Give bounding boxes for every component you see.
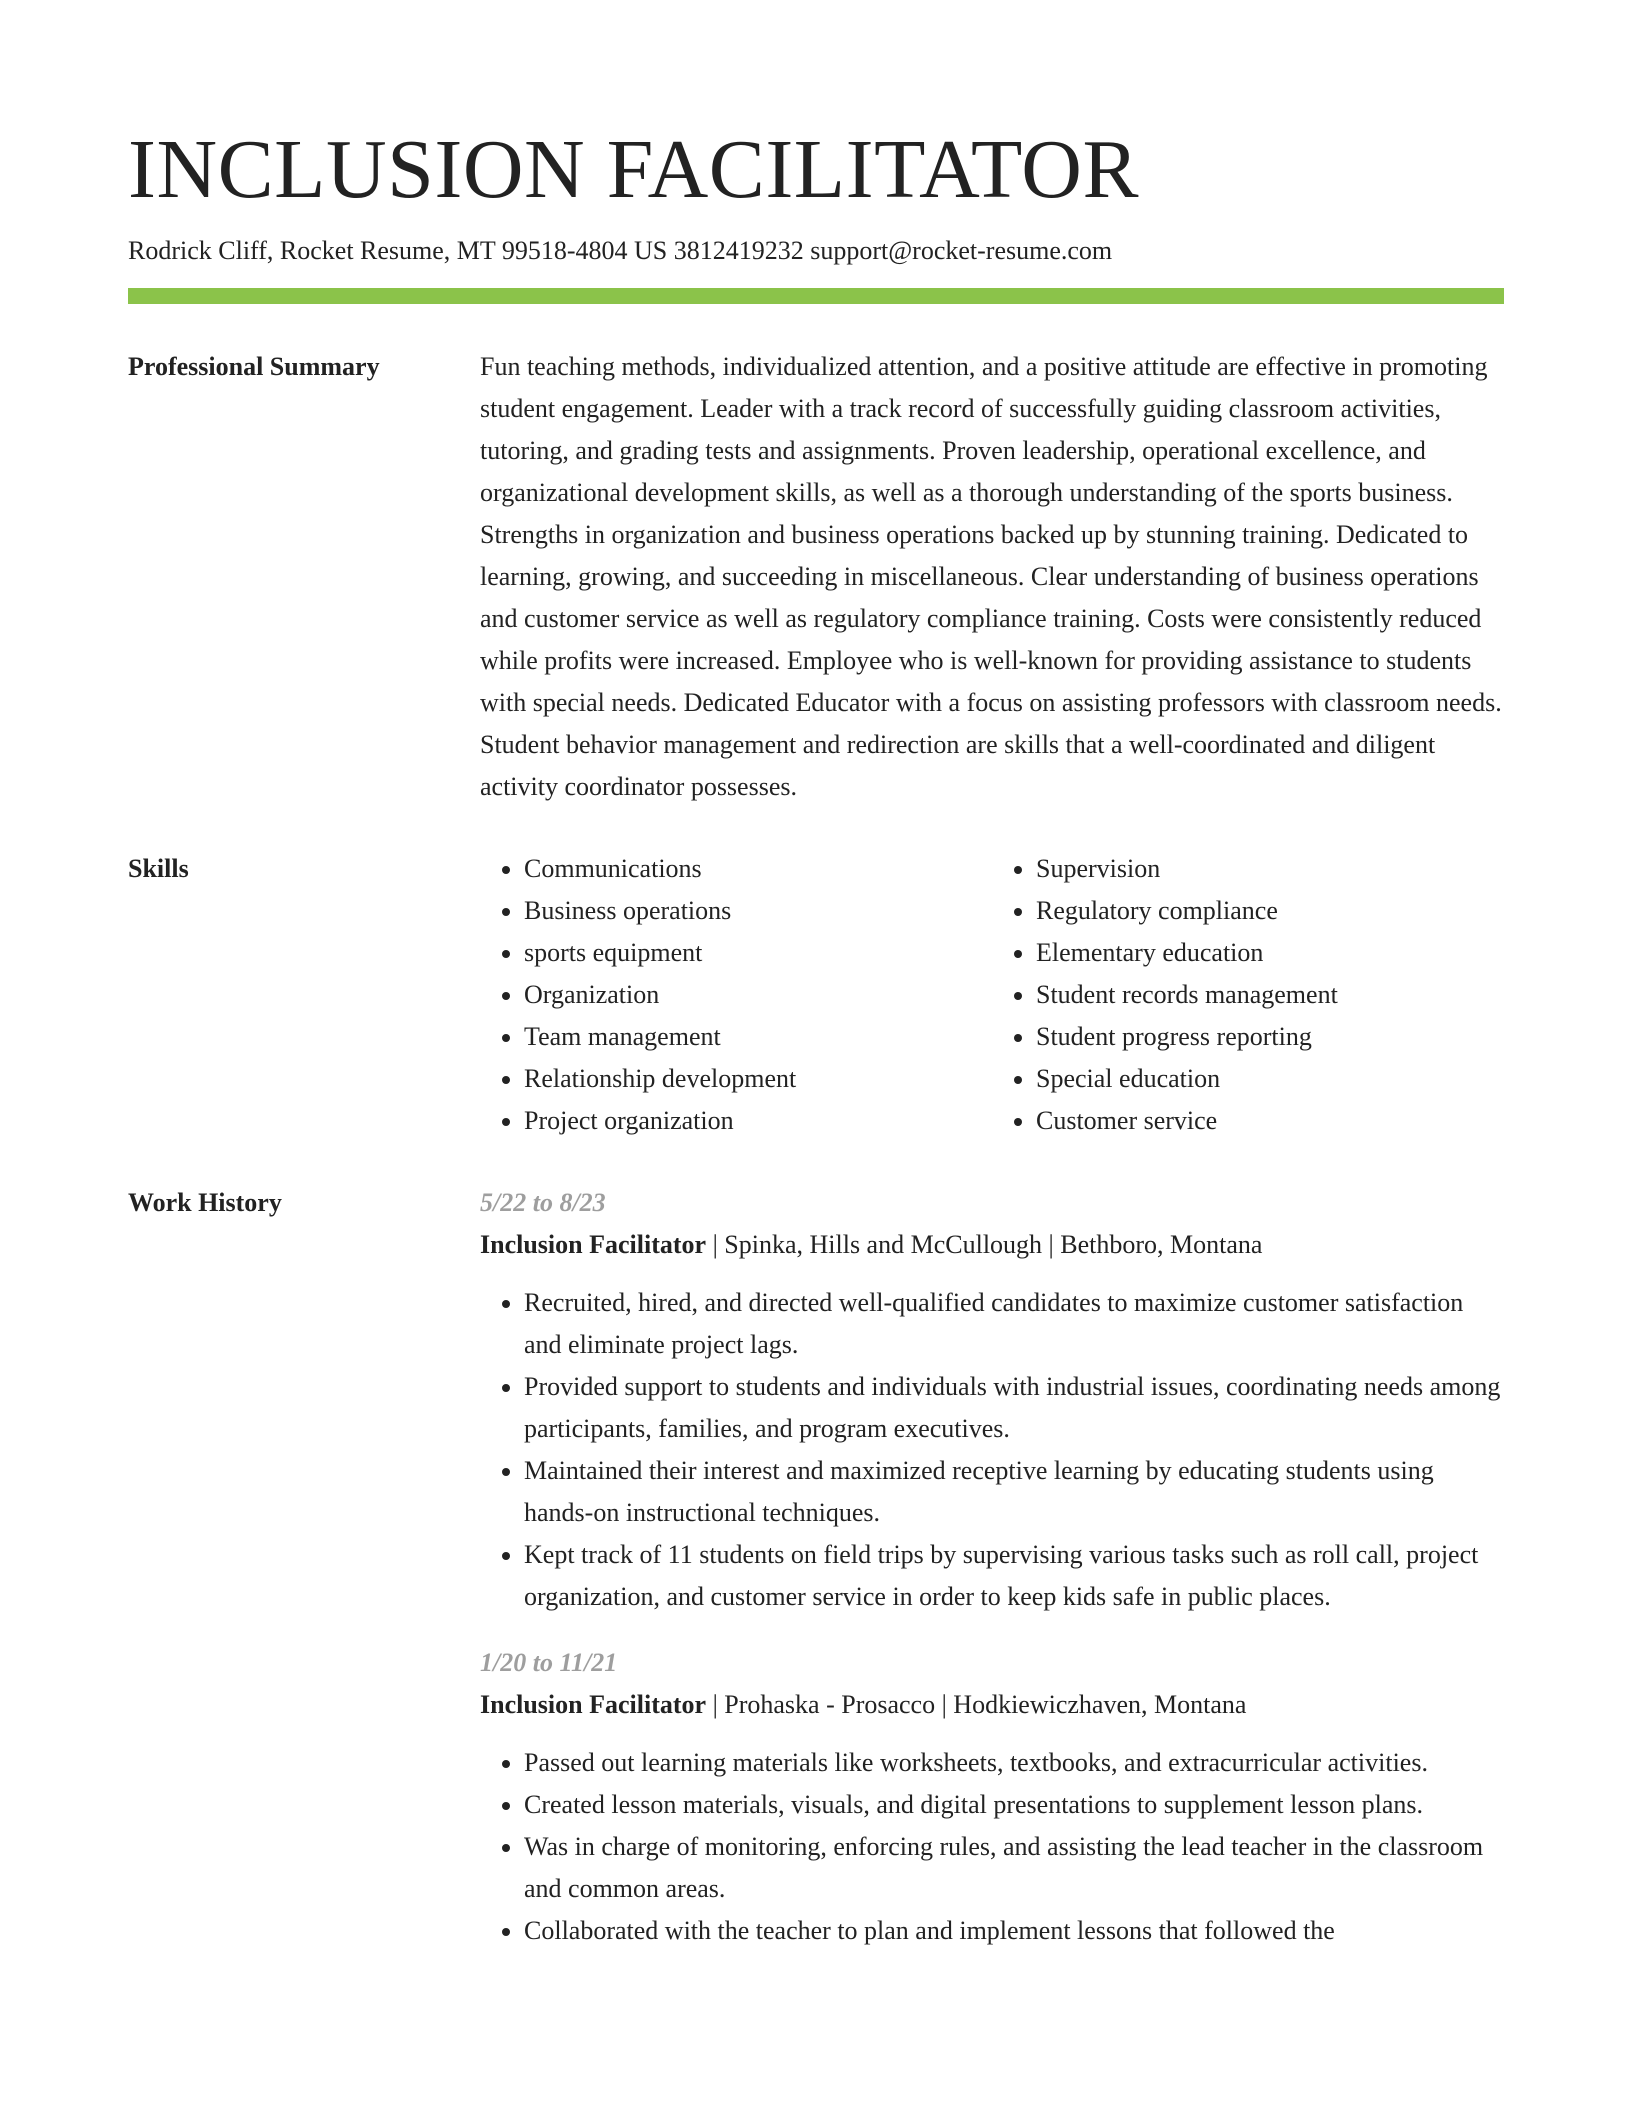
- job-bullet: • Passed out learning materials like worksheets, textbooks, and extracurricular activities.: [524, 1742, 1504, 1784]
- skill-item: • Student progress reporting: [1036, 1016, 1504, 1058]
- skill-item: • Customer service: [1036, 1100, 1504, 1142]
- skill-item: • Project organization: [524, 1100, 992, 1142]
- skill-item: • Relationship development: [524, 1058, 992, 1100]
- skills-heading: Skills: [128, 854, 189, 883]
- skill-item: • Regulatory compliance: [1036, 890, 1504, 932]
- job-heading: [480, 1684, 1504, 1726]
- skill-item: • Business operations: [524, 890, 992, 932]
- job-title: Inclusion Facilitator: [480, 1230, 707, 1259]
- skill-item: • Organization: [524, 974, 992, 1016]
- job-dates: 5/22 to 8/23: [480, 1188, 606, 1217]
- job-bullet: • Kept track of 11 students on field trips by supervising various tasks such as roll call, project organization, and customer service in order to keep kids safe in public places.: [524, 1534, 1504, 1618]
- skill-item: • Team management: [524, 1016, 992, 1058]
- job-bullet: • Maintained their interest and maximized receptive learning by educating students using hands-on instructional techniques.: [524, 1450, 1504, 1534]
- job-employer-location: | Spinka, Hills and McCullough | Bethboro, Montana: [706, 1230, 1263, 1259]
- resume-page: [128, 120, 1504, 1952]
- job-bullet: • Recruited, hired, and directed well-qualified candidates to maximize customer satisfaction and eliminate project lags.: [524, 1282, 1504, 1366]
- summary-heading: Professional Summary: [128, 352, 380, 381]
- summary-text: Fun teaching methods, individualized attention, and a positive attitude are effective in promoting student engagement. Leader with a track record of successfully guiding classroom activities, tutoring, and grading tests and assignments. Proven leadership, operational excellence, and organizational development skills, as well as a thorough understanding of the sports business. Strengths in organization and business operations backed up by stunning training. Dedicated to learning, growing, and succeeding in miscellaneous. Clear understanding of business operations and customer service as well as regulatory compliance training. Costs were consistently reduced while profits were increased. Employee who is well-known for providing assistance to students with special needs. Dedicated Educator with a focus on assisting professors with classroom needs. Student behavior management and redirection are skills that a well-coordinated and diligent activity coordinator possesses.: [480, 352, 1502, 801]
- skills-column-2: [992, 848, 1504, 1142]
- job-bullets: [480, 1282, 1504, 1618]
- job-entry: [480, 1642, 1504, 1952]
- skill-item: • Communications: [524, 848, 992, 890]
- job-dates: 1/20 to 11/21: [480, 1648, 618, 1677]
- skills-section: [128, 856, 1504, 1142]
- skill-item: • Special education: [1036, 1058, 1504, 1100]
- job-bullet: • Collaborated with the teacher to plan and implement lessons that followed the: [524, 1910, 1504, 1952]
- job-bullet: • Provided support to students and individuals with industrial issues, coordinating needs among participants, families, and program executives.: [524, 1366, 1504, 1450]
- skill-item: • sports equipment: [524, 932, 992, 974]
- skill-item: • Supervision: [1036, 848, 1504, 890]
- skill-item: • Student records management: [1036, 974, 1504, 1016]
- job-bullets: [480, 1742, 1504, 1952]
- job-bullet: • Was in charge of monitoring, enforcing rules, and assisting the lead teacher in the classroom and common areas.: [524, 1826, 1504, 1910]
- work-history-section: [128, 1190, 1504, 1952]
- contact-line: Rodrick Cliff, Rocket Resume, MT 99518-4804 US 3812419232 support@rocket-resume.com: [128, 236, 1113, 265]
- skill-item: • Elementary education: [1036, 932, 1504, 974]
- job-employer-location: | Prohaska - Prosacco | Hodkiewiczhaven, Montana: [706, 1690, 1247, 1719]
- job-entry: [480, 1182, 1504, 1618]
- skills-list: [480, 848, 1504, 1142]
- job-heading: [480, 1224, 1504, 1266]
- header-divider: [128, 288, 1504, 304]
- summary-section: [128, 354, 1504, 808]
- work-history-heading: Work History: [128, 1188, 282, 1217]
- job-title: Inclusion Facilitator: [480, 1690, 707, 1719]
- skills-column-1: [480, 848, 992, 1142]
- job-bullet: • Created lesson materials, visuals, and digital presentations to supplement lesson plans.: [524, 1784, 1504, 1826]
- page-title: INCLUSION FACILITATOR: [128, 123, 1139, 216]
